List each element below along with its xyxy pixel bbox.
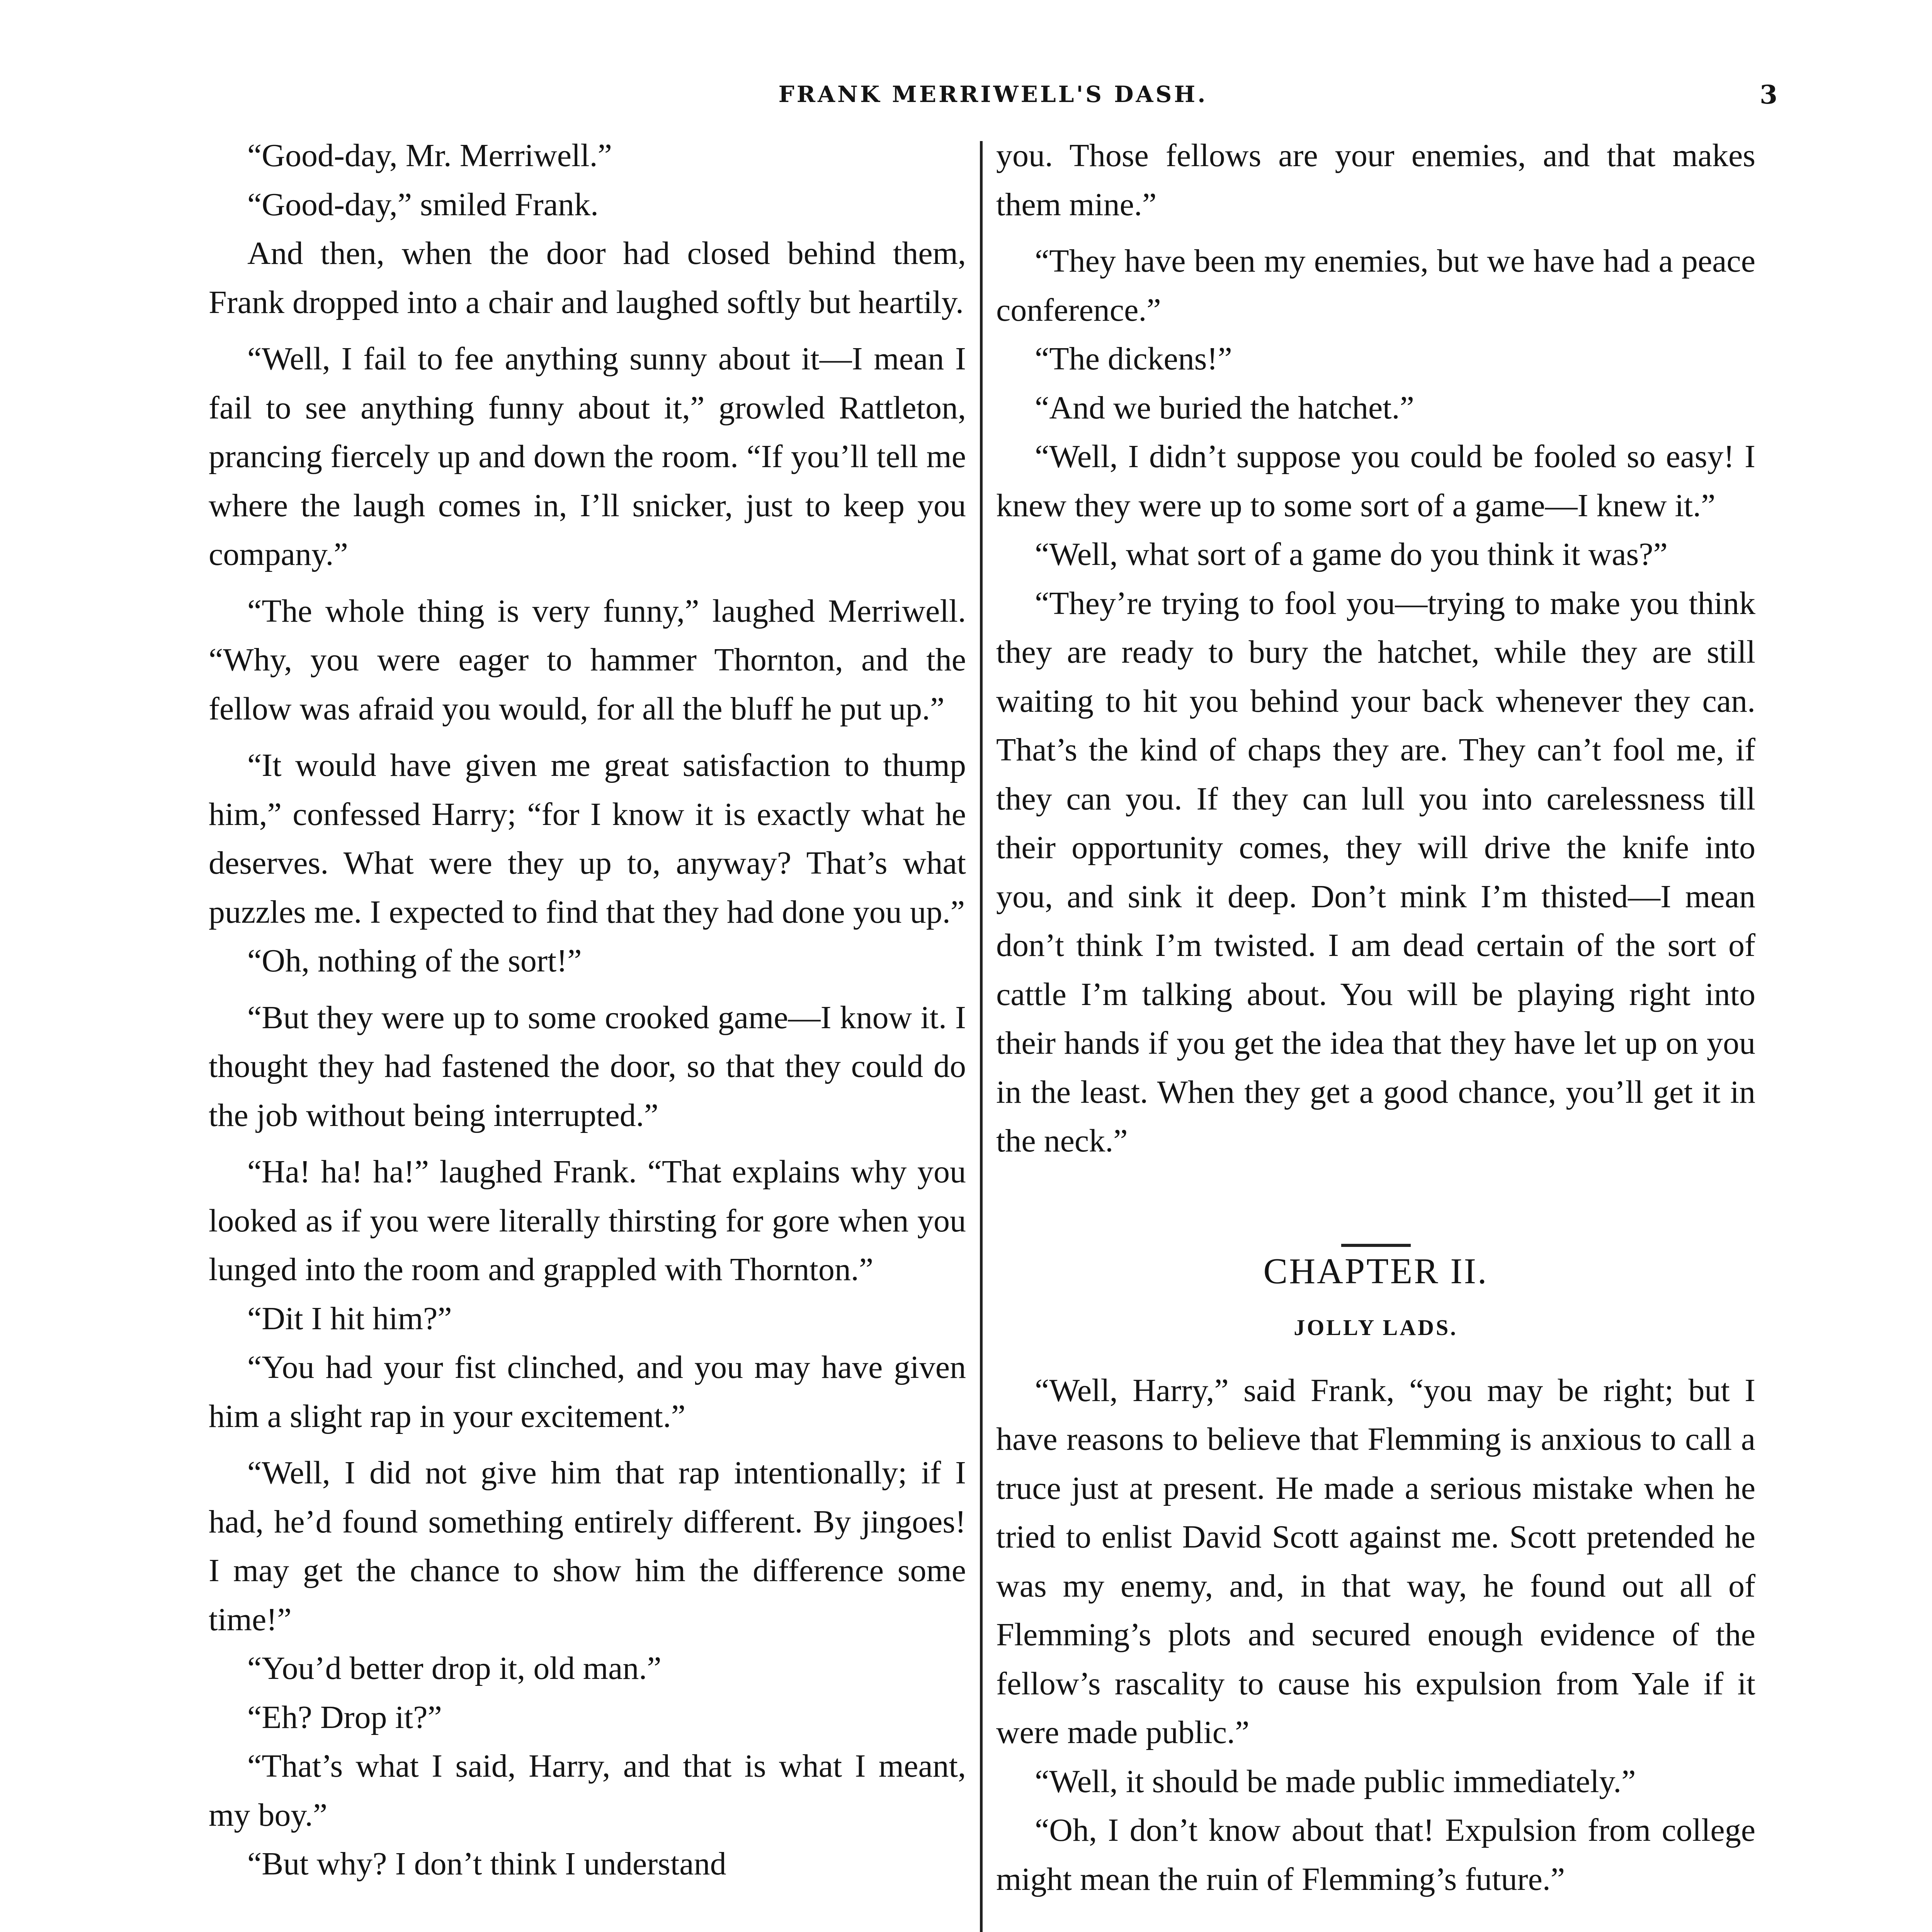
column-divider <box>980 141 983 1932</box>
paragraph: “Oh, nothing of the sort!” <box>247 943 582 979</box>
paragraph: “But they were up to some crooked game—I know it. I thought they had fastened the door, so that they could do the job without being interrupted.” <box>209 999 966 1133</box>
paragraph: “Oh, I don’t know about that! Expulsion from college might mean the ruin of Flemming’s future.” <box>996 1812 1755 1897</box>
paragraph: “They have been my enemies, but we have had a peace conference.” <box>996 243 1755 328</box>
chapter-title: CHAPTER II. <box>1263 1251 1488 1291</box>
paragraph: “Ha! ha! ha!” laughed Frank. “That explains why you looked as if you were literally thirsting for gore when you lunged into the room and grappled with Thornton.” <box>209 1154 966 1287</box>
paragraph: “And we buried the hatchet.” <box>1035 389 1414 426</box>
paragraph: “You’d better drop it, old man.” <box>247 1650 662 1686</box>
paragraph: “The dickens!” <box>1035 341 1232 377</box>
paragraph: you. Those fellows are your enemies, and that makes them mine.” <box>996 138 1755 223</box>
paragraph: “Well, Harry,” said Frank, “you may be right; but I have reasons to believe that Flemming is anxious to call a truce just at present. He made a serious mistake when he tried to enlist David Scott against me. Scott pretended he was my enemy, and, in that way, he found out all of Flemming’s plots and secured enough evidence of the fellow’s rascality to cause his expulsion from Yale if it were made public.” <box>996 1372 1755 1750</box>
running-title: FRANK MERRIWELL'S DASH. <box>778 81 1208 107</box>
paragraph: “It would have given me great satisfaction to thump him,” confessed Harry; “for I know it is exactly what he deserves. What were they up to, anyway? That’s what puzzles me. I expected to find that they had done you up.” <box>209 747 966 930</box>
paragraph: “Well, what sort of a game do you think it was?” <box>1035 536 1668 572</box>
paragraph: “The whole thing is very funny,” laughed Merriwell. “Why, you were eager to hammer Thornton, and the fellow was afraid you would, for all the bluff he put up.” <box>209 593 966 727</box>
paragraph: “But why? I don’t think I understand <box>247 1846 726 1882</box>
paragraph: “Dit I hit him?” <box>247 1300 452 1337</box>
paragraph: “That’s what I said, Harry, and that is what I meant, my boy.” <box>209 1748 966 1833</box>
left-column <box>209 131 966 1932</box>
right-column <box>996 131 1755 1932</box>
chapter-separator <box>996 1208 1755 1224</box>
page-number: 3 <box>1760 80 1777 110</box>
paragraph: And then, when the door had closed behind them, Frank dropped into a chair and laughed softly but heartily. <box>209 235 966 320</box>
paragraph: “Well, I fail to fee anything sunny about it—I mean I fail to see anything funny about it,” growled Rattleton, prancing fiercely up and down the room. “If you’ll tell me where the laugh comes in, I’ll snicker, just to keep you company.” <box>209 341 966 572</box>
running-header <box>209 70 1777 116</box>
paragraph: “Eh? Drop it?” <box>247 1699 442 1735</box>
chapter-subtitle: JOLLY LADS. <box>1294 1315 1458 1340</box>
paragraph: “They’re trying to fool you—trying to make you think they are ready to bury the hatchet, while they are still waiting to hit you behind your back whenever they can. That’s the kind of chaps they are. They can’t fool me, if they can you. If they can lull you into carelessness till their opportunity comes, they will drive the knife into you, and sink it deep. Don’t mink I’m thisted—I mean don’t think I’m twisted. I am dead certain of the sort of cattle I’m talking about. You will be playing right into their hands if you get the idea that they have let up on you in the least. When they get a good chance, you’ll get it in the neck.” <box>996 585 1755 1159</box>
paragraph: “You had your fist clinched, and you may have given him a slight rap in your excitement.” <box>209 1349 966 1434</box>
paragraph: “Well, I didn’t suppose you could be fooled so easy! I knew they were up to some sort of a game—I knew it.” <box>996 439 1755 524</box>
paragraph: “Well, I did not give him that rap intentionally; if I had, he’d found something entirely different. By jingoes! I may get the chance to show him the difference some time!” <box>209 1455 966 1638</box>
paragraph: “Good-day,” smiled Frank. <box>247 186 599 223</box>
paragraph: “Good-day, Mr. Merriwell.” <box>247 138 612 173</box>
paragraph: “Well, it should be made public immediately.” <box>1035 1763 1636 1799</box>
